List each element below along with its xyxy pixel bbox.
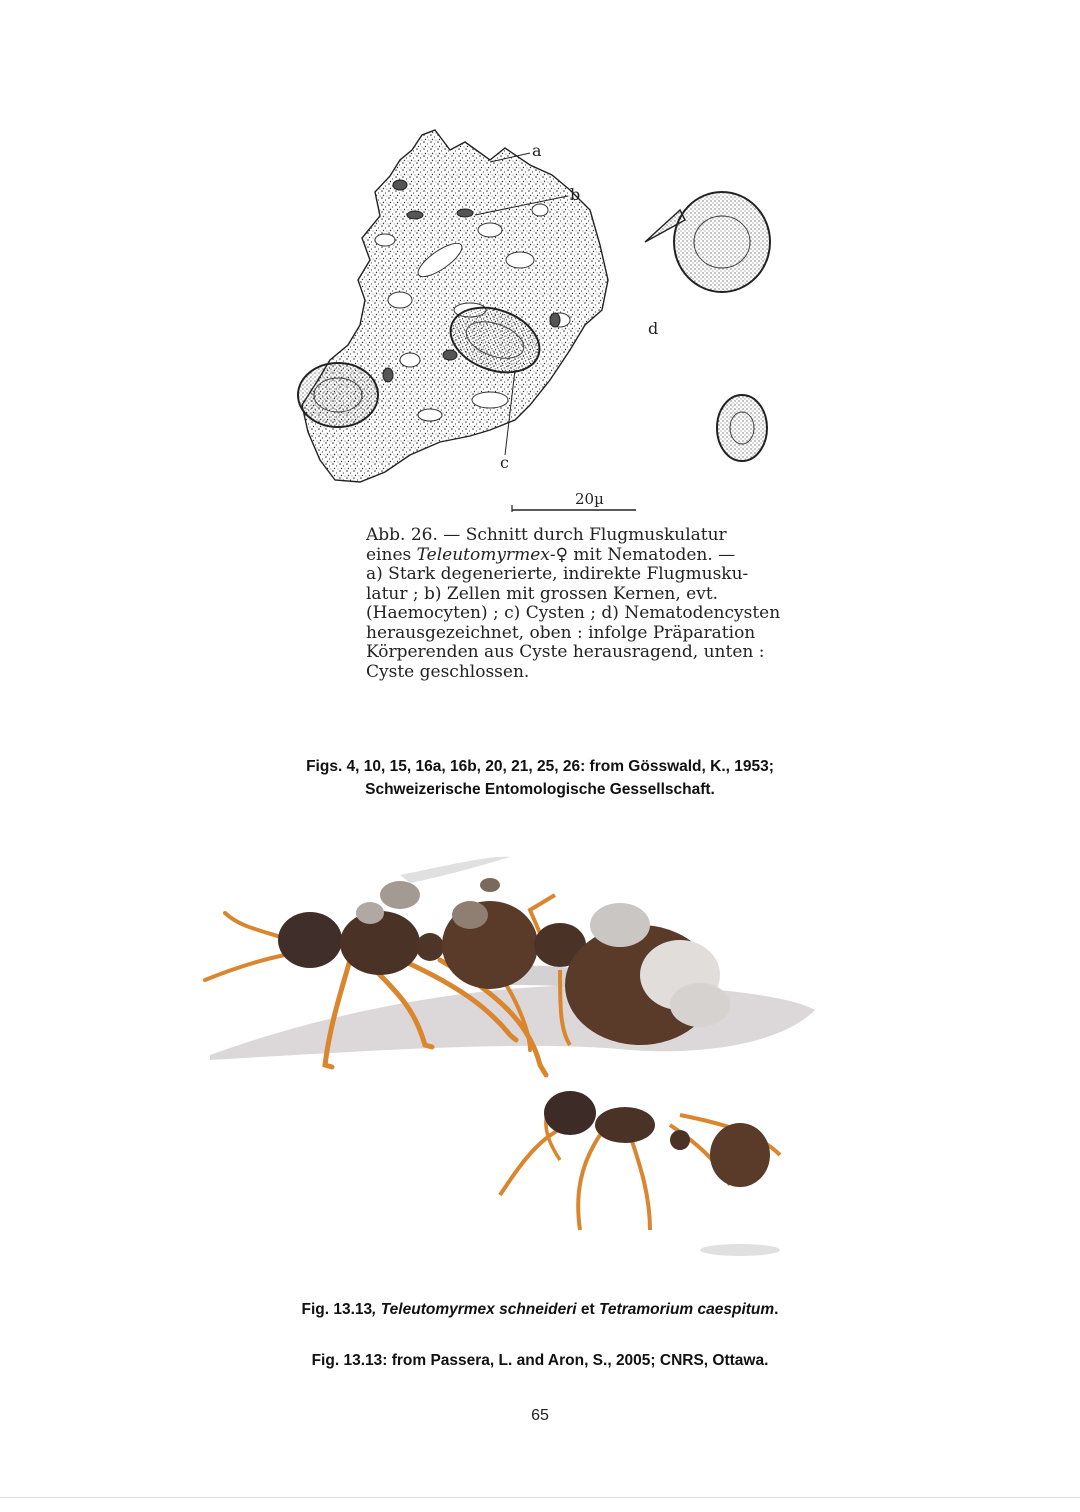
caption-genus: Teleutomyrmex: [416, 544, 550, 565]
scale-bar-label: 20µ: [575, 490, 604, 508]
caption-line: Körperenden aus Cyste herausragend, unten :: [366, 642, 765, 662]
caption-line: Cyste geschlossen.: [366, 661, 530, 682]
muscle-tissue: [302, 130, 608, 482]
caption-species-parasite: Teleutomyrmex schneideri: [380, 1301, 577, 1318]
credit-line: Figs. 4, 10, 15, 16a, 16b, 20, 21, 25, 26: from Gösswald, K., 1953;: [306, 758, 774, 775]
caption-figure-number: Fig. 13.13: [301, 1301, 373, 1318]
label-b: b: [570, 185, 581, 204]
figure-26-illustration: [290, 120, 810, 520]
caption-line: (Haemocyten) ; c) Cysten ; d) Nematodencysten: [366, 603, 781, 623]
figure-13-13-illustration: [200, 835, 820, 1265]
ants-drawing: [200, 835, 820, 1265]
label-a: a: [532, 141, 542, 160]
label-c: c: [500, 453, 509, 472]
figure-credit-passera: Fig. 13.13: from Passera, L. and Aron, S., 2005; CNRS, Ottawa.: [311, 1352, 769, 1369]
tetramorium-worker: [500, 1091, 780, 1230]
caption-text: -♀ mit Nematoden. —: [549, 544, 736, 565]
figure-credit-gosswald: [180, 755, 900, 801]
caption-connector: et: [576, 1301, 600, 1318]
figure-13-13-caption: [180, 1298, 900, 1321]
page-number: 65: [531, 1407, 549, 1424]
figure-26-caption: [366, 526, 782, 682]
credit-line: Schweizerische Entomologische Gessellschaft.: [365, 781, 715, 798]
figure-26-drawing: [290, 120, 810, 520]
caption-line: herausgezeichnet, oben : infolge Präparation: [366, 622, 756, 643]
caption-line: a) Stark degenerierte, indirekte Flugmusku-: [366, 564, 749, 584]
caption-line: [366, 546, 782, 566]
caption-comma: ,: [372, 1301, 381, 1318]
label-d: d: [648, 319, 659, 338]
caption-line: Abb. 26. — Schnitt durch Flugmuskulatur: [366, 525, 727, 545]
caption-text: eines: [366, 544, 417, 565]
caption-line: latur ; b) Zellen mit grossen Kernen, evt.: [366, 583, 719, 604]
caption-period: .: [774, 1301, 779, 1318]
page-bottom-border: [0, 1497, 1080, 1498]
caption-species-host: Tetramorium caespitum: [599, 1301, 775, 1318]
